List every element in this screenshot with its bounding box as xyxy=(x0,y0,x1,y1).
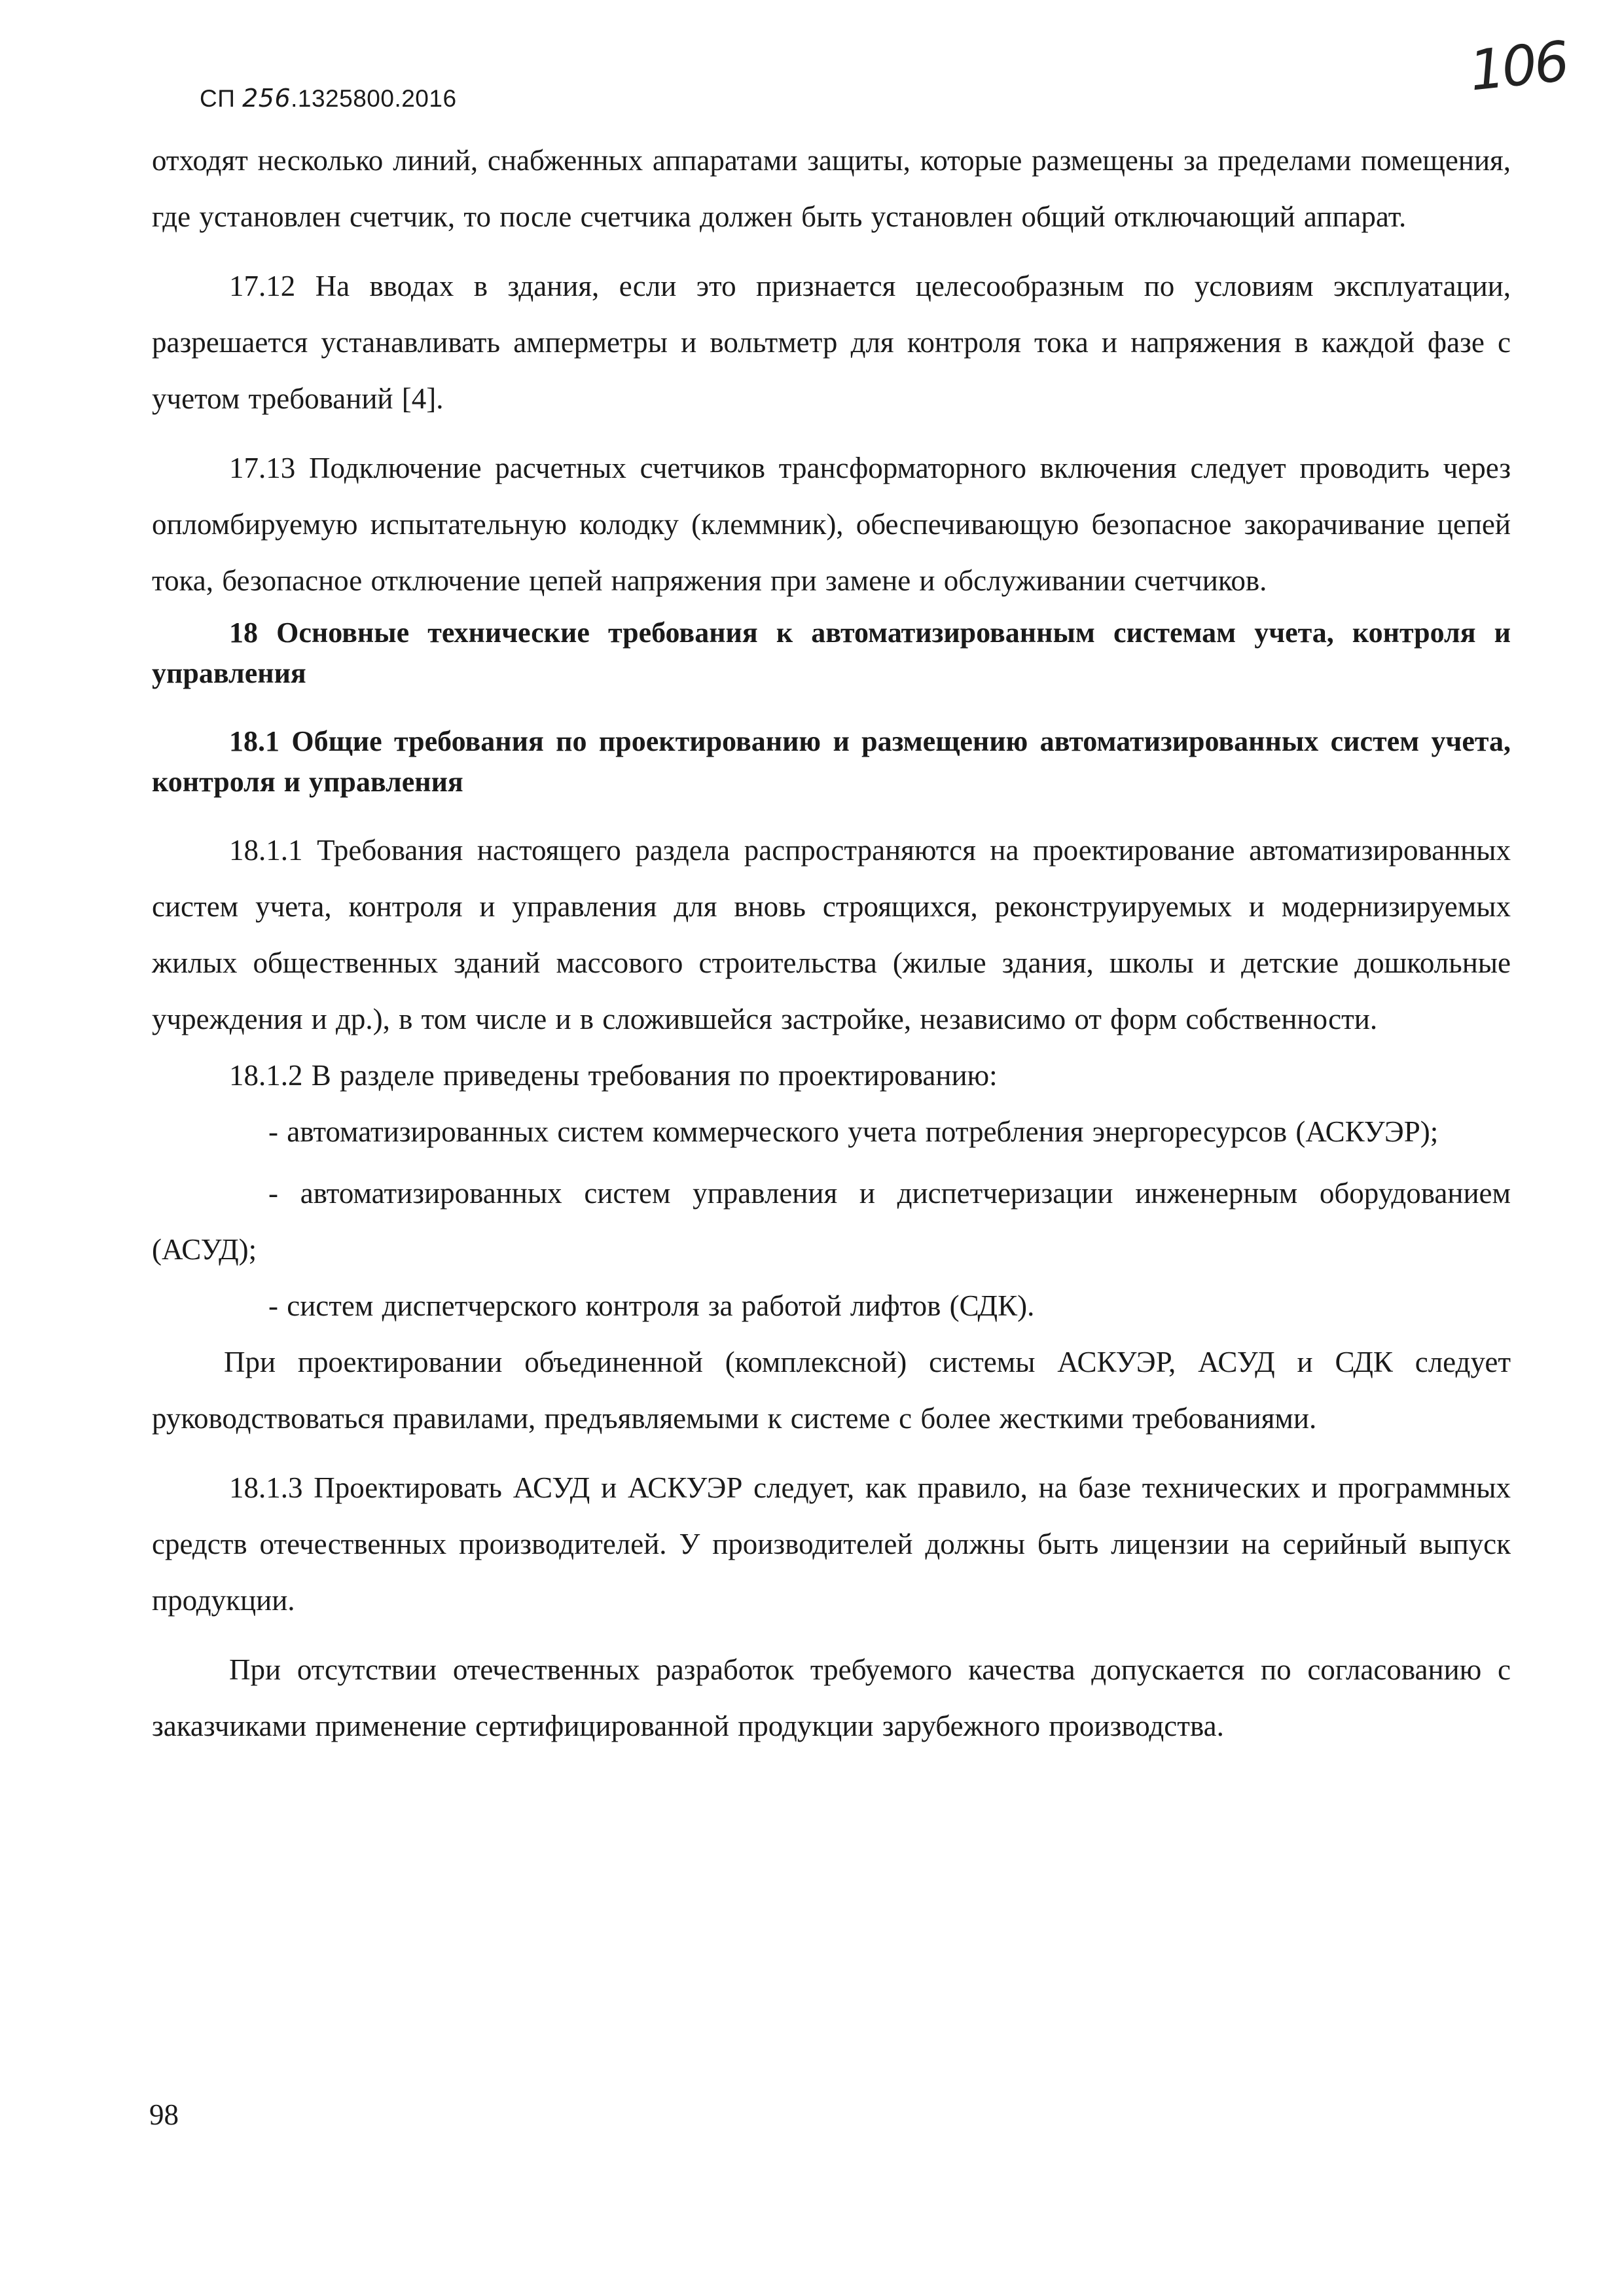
page-number: 98 xyxy=(149,2098,179,2131)
paragraph-18-1-3: 18.1.3 Проектировать АСУД и АСКУЭР следует, как правило, на базе технических и программных средств отечественных производителей. У производителей должны быть лицензии на серийный выпуск продукции. xyxy=(152,1471,1511,1617)
list-item-sdk: - систем диспетчерского контроля за работой лифтов (СДК). xyxy=(268,1289,1035,1322)
list-item-asud: - автоматизированных систем управления и диспетчеризации инженерным оборудованием (АСУД); xyxy=(152,1177,1511,1266)
document-code-prefix: СП xyxy=(200,85,243,112)
paragraph-17-12: 17.12 На вводах в здания, если это признается целесообразным по условиям эксплуатации, разрешается устанавливать амперметры и вольтметр для контроля тока и напряжения в каждой фазе с учетом требований [4]. xyxy=(152,270,1511,415)
document-code-handwritten: 256 xyxy=(242,84,291,113)
paragraph-17-13: 17.13 Подключение расчетных счетчиков трансформаторного включения следует проводить через опломбируемую испытательную колодку (клеммник), обеспечивающую безопасное закорачивание цепей тока, безопасное отключение цепей напряжения при замене и обслуживании счетчиков. xyxy=(152,452,1511,597)
paragraph-18-1-1: 18.1.1 Требования настоящего раздела распространяются на проектирование автоматизированных систем учета, контроля и управления для вновь строящихся, реконструируемых и модернизируемых жилых общественных зданий массового строительства (жилые здания, школы и детские дошкольные учреждения и др.), в том числе и в сложившейся застройке, независимо от форм собственности. xyxy=(152,834,1511,1035)
handwritten-sheet-number: 106 xyxy=(1466,29,1570,103)
document-code-suffix: .1325800.2016 xyxy=(291,85,457,112)
list-item-askuer: - автоматизированных систем коммерческого учета потребления энергоресурсов (АСКУЭР); xyxy=(268,1115,1439,1148)
paragraph-18-1-2: 18.1.2 В разделе приведены требования по проектированию: xyxy=(229,1059,998,1092)
document-body xyxy=(152,132,1511,1754)
paragraph-combined-system: При проектировании объединенной (комплексной) системы АСКУЭР, АСУД и СДК следует руководствоваться правилами, предъявляемыми к системе с более жесткими требованиями. xyxy=(152,1346,1511,1435)
paragraph-continuation: отходят несколько линий, снабженных аппаратами защиты, которые размещены за пределами помещения, где установлен счетчик, то после счетчика должен быть установлен общий отключающий аппарат. xyxy=(152,144,1511,233)
document-code xyxy=(200,84,457,113)
section-heading-18-1: 18.1 Общие требования по проектированию и размещению автоматизированных систем учета, контроля и управления xyxy=(152,725,1511,798)
section-heading-18: 18 Основные технические требования к автоматизированным системам учета, контроля и управления xyxy=(152,617,1511,689)
paragraph-foreign-products: При отсутствии отечественных разработок требуемого качества допускается по согласованию с заказчиками применение сертифицированной продукции зарубежного производства. xyxy=(152,1653,1511,1742)
